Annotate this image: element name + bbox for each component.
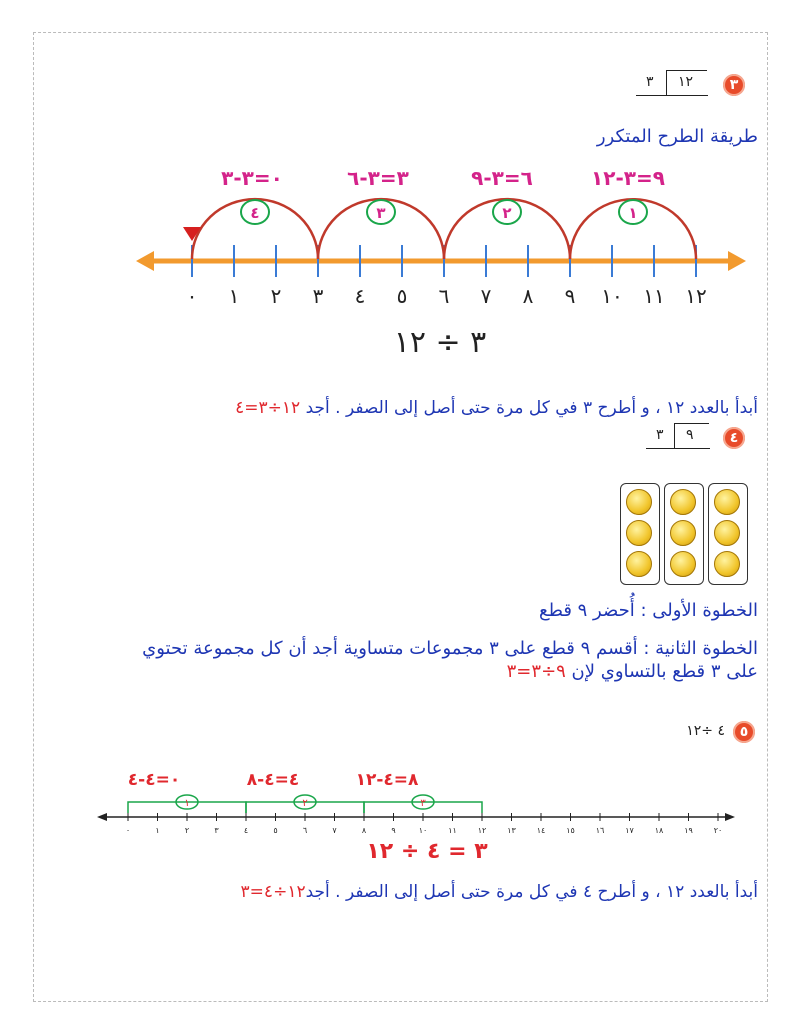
right-arrowhead xyxy=(728,251,746,271)
step-label: ١ xyxy=(628,204,638,222)
tick-label: ٢ xyxy=(184,826,190,835)
conclusion-3-result: ١٢÷٣=٤ xyxy=(235,398,301,418)
dividend: ١٢ xyxy=(678,74,694,90)
tick-label: ١٧ xyxy=(625,826,634,835)
method-title: طريقة الطرح المتكرر xyxy=(596,126,758,147)
equation-label: ٨=٤-١٢ xyxy=(355,770,419,790)
counter-group xyxy=(708,483,748,585)
step-2-text: على ٣ قطع بالتساوي لإن xyxy=(565,661,758,682)
tick-label: ٤ xyxy=(243,826,249,835)
left-arrowhead xyxy=(136,251,154,271)
tick-label: ١٠ xyxy=(418,826,428,835)
tick-label: ١٣ xyxy=(507,826,516,835)
tick-label: ١٦ xyxy=(595,826,605,835)
counter-group xyxy=(620,483,660,585)
step-label: ٣ xyxy=(420,798,426,809)
conclusion-5-text: أبدأ بالعدد ١٢ ، و أطرح ٤ في كل مرة حتى أصل إلى الصفر . أجد xyxy=(305,882,758,902)
step-2-line-2 xyxy=(507,661,758,682)
step-label: ٣ xyxy=(376,204,386,222)
expression: ٣ = ٤ ÷ ١٢ xyxy=(366,839,488,864)
tick-label: ١٨ xyxy=(654,826,664,835)
counter-chip xyxy=(626,520,652,546)
tick-label: ٠ xyxy=(186,284,198,308)
tick-label: ٧ xyxy=(480,284,492,308)
counter-group xyxy=(664,483,704,585)
step-label: ٢ xyxy=(302,798,308,809)
tick-label: ٤ xyxy=(354,284,366,308)
left-arrowhead xyxy=(97,813,107,821)
tick-label: ٢٠ xyxy=(713,826,723,835)
long-division-4 xyxy=(646,423,710,449)
divisor: ٣ xyxy=(656,427,664,443)
counter-chip xyxy=(670,520,696,546)
tick-label: ٨ xyxy=(361,826,367,835)
tick-label: ١٤ xyxy=(536,826,546,835)
number-line-2 xyxy=(95,770,735,870)
tick-label: ١١ xyxy=(448,826,457,835)
step-2-result: ٩÷٣=٣ xyxy=(506,661,566,682)
section-4-badge: ٤ xyxy=(723,427,745,449)
tick-label: ٧ xyxy=(332,826,337,835)
tick-label: ٠ xyxy=(125,826,131,835)
tick-label: ١٠ xyxy=(601,284,623,308)
step-label: ١ xyxy=(184,798,190,809)
expression-5-top: ٤ ÷١٢ xyxy=(686,723,725,739)
tick-label: ١٥ xyxy=(566,826,575,835)
expression: ٣ ÷ ١٢ xyxy=(393,325,487,360)
counter-chip xyxy=(670,551,696,577)
equation-label: ٦=٣-٩ xyxy=(471,166,533,190)
tick-label: ٥ xyxy=(396,284,408,308)
tick-label: ٥ xyxy=(273,826,278,835)
divisor: ٣ xyxy=(646,74,654,90)
step-2-line-1: الخطوة الثانية : أقسم ٩ قطع على ٣ مجموعات متساوية أجد أن كل مجموعة تحتوي xyxy=(142,638,758,659)
counter-chip xyxy=(714,551,740,577)
tick-label: ١٩ xyxy=(684,826,693,835)
conclusion-3-text: أبدأ بالعدد ١٢ ، و أطرح ٣ في كل مرة حتى أصل إلى الصفر . أجد xyxy=(300,398,758,418)
section-5-badge: ٥ xyxy=(733,721,755,743)
tick-label: ١١ xyxy=(643,284,665,308)
counter-chip xyxy=(626,551,652,577)
step-1: الخطوة الأولى : أُحضر ٩ قطع xyxy=(538,600,758,621)
tick-label: ١٢ xyxy=(477,826,487,835)
counter-chip xyxy=(714,520,740,546)
tick-label: ٦ xyxy=(438,284,450,308)
tick-label: ٢ xyxy=(270,284,282,308)
tick-label: ٣ xyxy=(214,826,219,835)
step-label: ٤ xyxy=(250,204,260,222)
tick-label: ٣ xyxy=(312,284,324,308)
number-line-1 xyxy=(130,155,755,365)
conclusion-5-result: ١٢÷٤=٣ xyxy=(240,882,306,902)
tick-label: ١٢ xyxy=(685,284,707,308)
step-label: ٢ xyxy=(502,204,512,222)
counter-chip xyxy=(714,489,740,515)
tick-label: ٩ xyxy=(564,284,576,308)
tick-label: ١ xyxy=(155,826,160,835)
tick-label: ٦ xyxy=(302,826,308,835)
equation-label: ٣=٣-٦ xyxy=(347,166,409,190)
conclusion-5 xyxy=(0,882,800,902)
long-division-3 xyxy=(636,70,708,96)
tick-label: ٩ xyxy=(391,826,396,835)
equation-label: ٩=٣-١٢ xyxy=(591,166,665,190)
counter-chip xyxy=(626,489,652,515)
section-3-badge: ٣ xyxy=(723,74,745,96)
conclusion-3 xyxy=(0,398,800,418)
equation-label: ٠=٣-٣ xyxy=(221,166,283,190)
counter-chip xyxy=(670,489,696,515)
tick-label: ١ xyxy=(228,284,240,308)
right-arrowhead xyxy=(725,813,735,821)
equation-label: ٤=٤-٨ xyxy=(246,770,300,790)
dividend: ٩ xyxy=(686,427,694,443)
equation-label: ٠=٤-٤ xyxy=(127,770,181,790)
tick-label: ٨ xyxy=(522,284,534,308)
